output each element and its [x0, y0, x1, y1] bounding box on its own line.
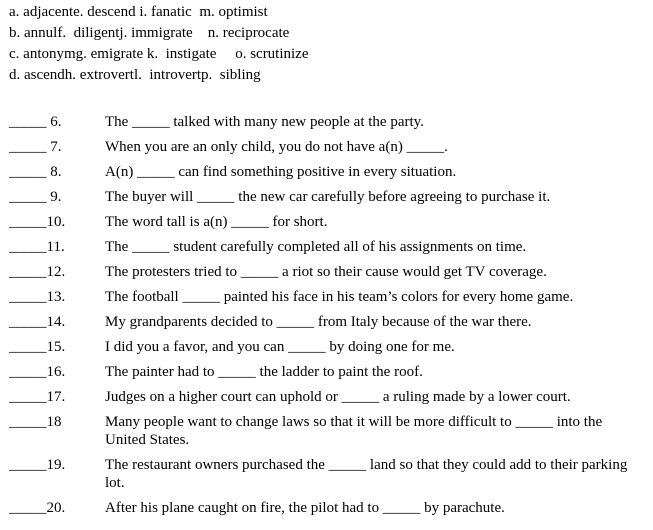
- question-text: The protesters tried to _____ a riot so their cause would get TV coverage.: [105, 264, 547, 280]
- answer-blank[interactable]: _____14.: [9, 314, 66, 330]
- question-text: The word tall is a(n) _____ for short.: [105, 214, 328, 230]
- answer-blank[interactable]: _____ 8.: [9, 164, 62, 180]
- answer-blank[interactable]: _____15.: [9, 339, 66, 355]
- question-text: The buyer will _____ the new car carefully before agreeing to purchase it.: [105, 189, 551, 205]
- question-text: The painter had to _____ the ladder to paint the roof.: [105, 364, 423, 380]
- question-text: After his plane caught on fire, the pilot had to _____ by parachute.: [105, 500, 505, 516]
- question-text: Judges on a higher court can uphold or _____ a ruling made by a lower court.: [105, 389, 571, 405]
- answer-blank[interactable]: _____13.: [9, 289, 66, 305]
- word-bank-line: d. ascendh. extrovertl. introvertp. sibling: [9, 67, 261, 83]
- answer-blank[interactable]: _____19.: [9, 457, 66, 473]
- answer-blank[interactable]: _____12.: [9, 264, 66, 280]
- question-text: Many people want to change laws so that it will be more difficult to _____ into the United States.: [105, 414, 603, 448]
- answer-blank[interactable]: _____ 6.: [9, 114, 62, 130]
- answer-blank[interactable]: _____11.: [9, 239, 65, 255]
- word-bank-line: b. annulf. diligentj. immigrate n. reciprocate: [9, 25, 290, 41]
- answer-blank[interactable]: _____18: [9, 414, 62, 430]
- answer-blank[interactable]: _____16.: [9, 364, 66, 380]
- answer-blank[interactable]: _____20.: [9, 500, 66, 516]
- word-bank-line: c. antonymg. emigrate k. instigate o. scrutinize: [9, 46, 309, 62]
- question-text: A(n) _____ can find something positive in every situation.: [105, 164, 457, 180]
- question-text: The restaurant owners purchased the _____ land so that they could add to their parking lot.: [105, 457, 628, 491]
- answer-blank[interactable]: _____ 7.: [9, 139, 62, 155]
- answer-blank[interactable]: _____10.: [9, 214, 66, 230]
- word-bank: [9, 2, 309, 86]
- question-text: My grandparents decided to _____ from Italy because of the war there.: [105, 314, 532, 330]
- answer-blank[interactable]: _____17.: [9, 389, 66, 405]
- question-text: The _____ talked with many new people at the party.: [105, 114, 424, 130]
- question-text: I did you a favor, and you can _____ by doing one for me.: [105, 339, 455, 355]
- question-text: When you are an only child, you do not have a(n) _____.: [105, 139, 448, 155]
- word-bank-line: a. adjacente. descend i. fanatic m. optimist: [9, 4, 268, 20]
- answer-blank[interactable]: _____ 9.: [9, 189, 62, 205]
- question-text: The _____ student carefully completed all of his assignments on time.: [105, 239, 527, 255]
- question-text: The football _____ painted his face in his team’s colors for every home game.: [105, 289, 574, 305]
